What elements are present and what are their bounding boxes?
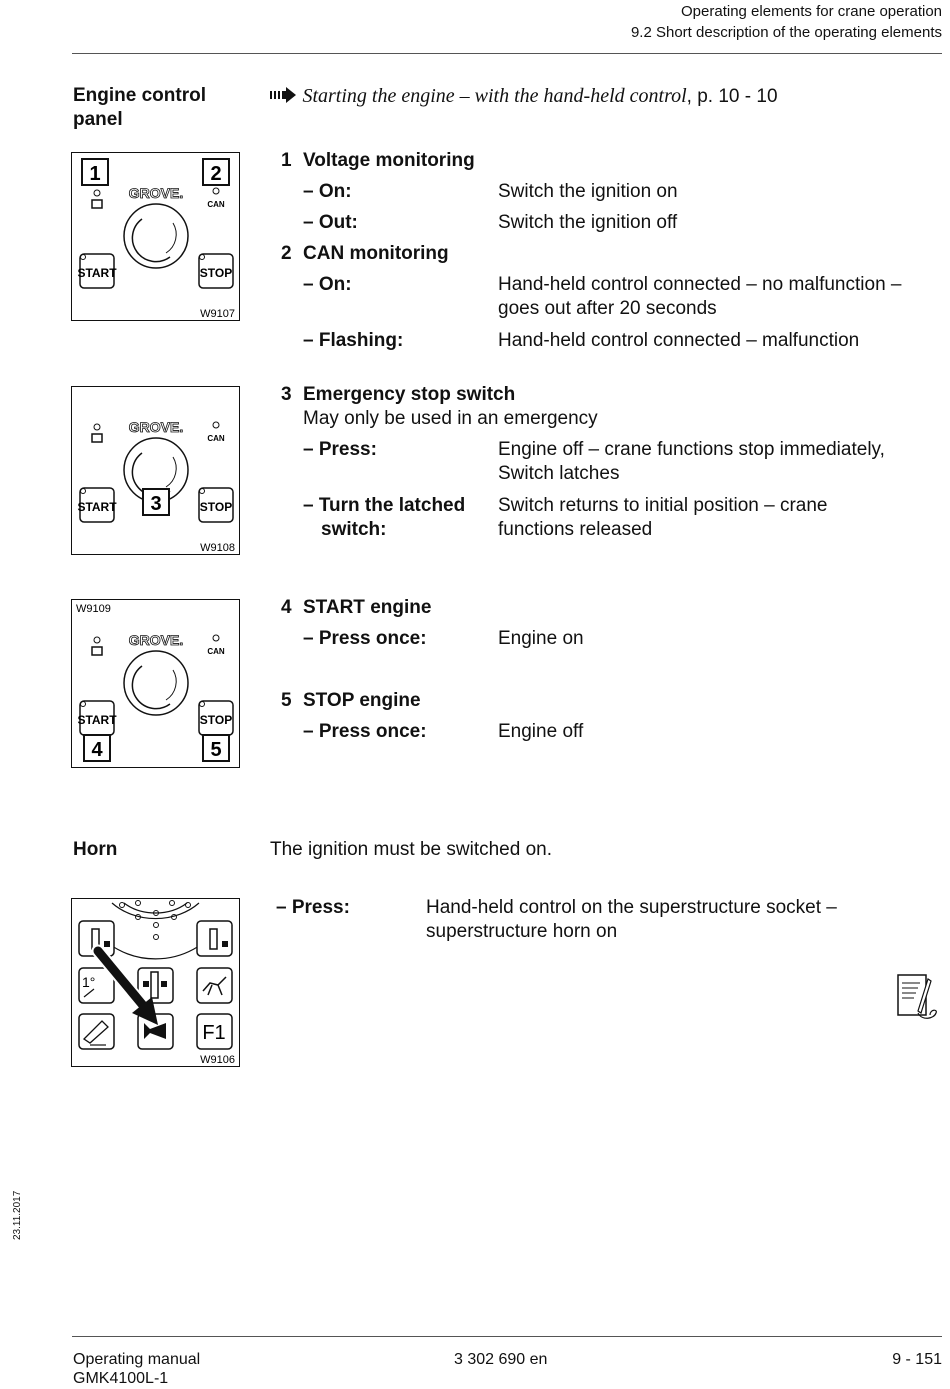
engine-panel-drawing: [72, 600, 239, 767]
item-number: 3: [281, 384, 292, 405]
crossref[interactable]: [270, 84, 930, 110]
row-term: – Press:: [276, 897, 350, 918]
item-title: STOP engine: [303, 690, 421, 711]
callout-3: 3: [150, 493, 162, 515]
row-term: – Press once:: [303, 721, 427, 742]
hand-held-control-drawing: [72, 899, 239, 1066]
callout-2: 2: [210, 163, 222, 185]
row-term: – On:: [303, 274, 352, 295]
start-label: START: [77, 266, 117, 280]
row-desc: Hand-held control on the superstructure socket –: [426, 897, 837, 918]
row-desc: Hand-held control connected – no malfunction –: [498, 274, 902, 295]
stop-label: STOP: [199, 713, 233, 727]
row-desc: Switch the ignition off: [498, 212, 678, 233]
f1-label: F1: [202, 1022, 226, 1044]
grove-logo: GROVE.: [128, 419, 184, 435]
figure-w9108: [71, 386, 240, 555]
start-label: START: [77, 500, 117, 514]
crossref-text: Starting the engine – with the hand-held control: [302, 85, 687, 107]
print-date: 23.11.2017: [12, 1190, 23, 1240]
stop-label: STOP: [199, 266, 233, 280]
horn-intro: The ignition must be switched on.: [270, 839, 552, 860]
row-desc: Switch the ignition on: [498, 181, 678, 202]
item-number: 2: [281, 243, 292, 264]
item-title: CAN monitoring: [303, 243, 449, 264]
can-label: CAN: [207, 434, 225, 443]
figure-w9107: [71, 152, 240, 321]
can-label: CAN: [207, 647, 225, 656]
callout-5: 5: [210, 739, 222, 761]
figure-label: W9106: [200, 1054, 235, 1066]
item-title: Voltage monitoring: [303, 150, 475, 171]
figure-label: W9107: [200, 308, 235, 320]
footer-page: 9 - 151: [892, 1351, 942, 1368]
row-desc: goes out after 20 seconds: [498, 298, 717, 319]
row-desc: Engine off – crane functions stop immediately,: [498, 439, 885, 460]
engine-panel-drawing: [72, 153, 239, 320]
header-section: 9.2 Short description of the operating elements: [630, 24, 942, 41]
header-chapter: Operating elements for crane operation: [681, 3, 942, 20]
row-desc: superstructure horn on: [426, 921, 618, 942]
item-number: 4: [281, 597, 292, 618]
item-number: 1: [281, 150, 292, 171]
stop-label: STOP: [199, 500, 233, 514]
item-title: Emergency stop switch: [303, 384, 516, 405]
callout-1: 1: [89, 163, 101, 185]
item-1-heading: [281, 149, 292, 173]
figure-w9109: [71, 599, 240, 768]
row-term: – On:: [303, 181, 352, 202]
row-term: – Press once:: [303, 628, 427, 649]
figure-w9106: [71, 898, 240, 1067]
footer-manual: Operating manual: [73, 1351, 201, 1368]
manual-note-icon: [894, 973, 942, 1028]
gear-label: 1°: [82, 974, 96, 990]
grove-logo: GROVE.: [128, 632, 184, 648]
footer-rule: [72, 1336, 942, 1337]
can-label: CAN: [207, 200, 225, 209]
grove-logo: GROVE.: [128, 185, 184, 201]
crossref-page: , p. 10 - 10: [686, 86, 778, 107]
row-desc: Engine on: [498, 628, 584, 649]
figure-label: W9108: [200, 542, 235, 554]
horn-heading: Horn: [73, 839, 118, 860]
start-label: START: [77, 713, 117, 727]
crossref-arrow-icon: [270, 87, 298, 103]
row-term: – Out:: [303, 212, 358, 233]
row-term: switch:: [321, 519, 387, 540]
footer-docnum: 3 302 690 en: [454, 1351, 548, 1368]
figure-label: W9109: [76, 603, 111, 615]
footer-model: GMK4100L-1: [73, 1370, 169, 1387]
row-term: – Press:: [303, 439, 377, 460]
row-term: – Turn the latched: [303, 495, 466, 516]
item-note: May only be used in an emergency: [303, 408, 598, 429]
callout-4: 4: [91, 739, 103, 761]
header-rule: [72, 53, 942, 54]
engine-panel-drawing: [72, 387, 239, 554]
row-desc: Switch returns to initial position – crane: [498, 495, 828, 516]
row-desc: Engine off: [498, 721, 584, 742]
item-title: START engine: [303, 597, 432, 618]
item-number: 5: [281, 690, 292, 711]
row-desc: functions released: [498, 519, 653, 540]
row-desc: Switch latches: [498, 463, 620, 484]
engine-panel-heading: Engine control panel: [73, 85, 206, 130]
row-term: – Flashing:: [303, 330, 404, 351]
row-desc: Hand-held control connected – malfunction: [498, 330, 860, 351]
